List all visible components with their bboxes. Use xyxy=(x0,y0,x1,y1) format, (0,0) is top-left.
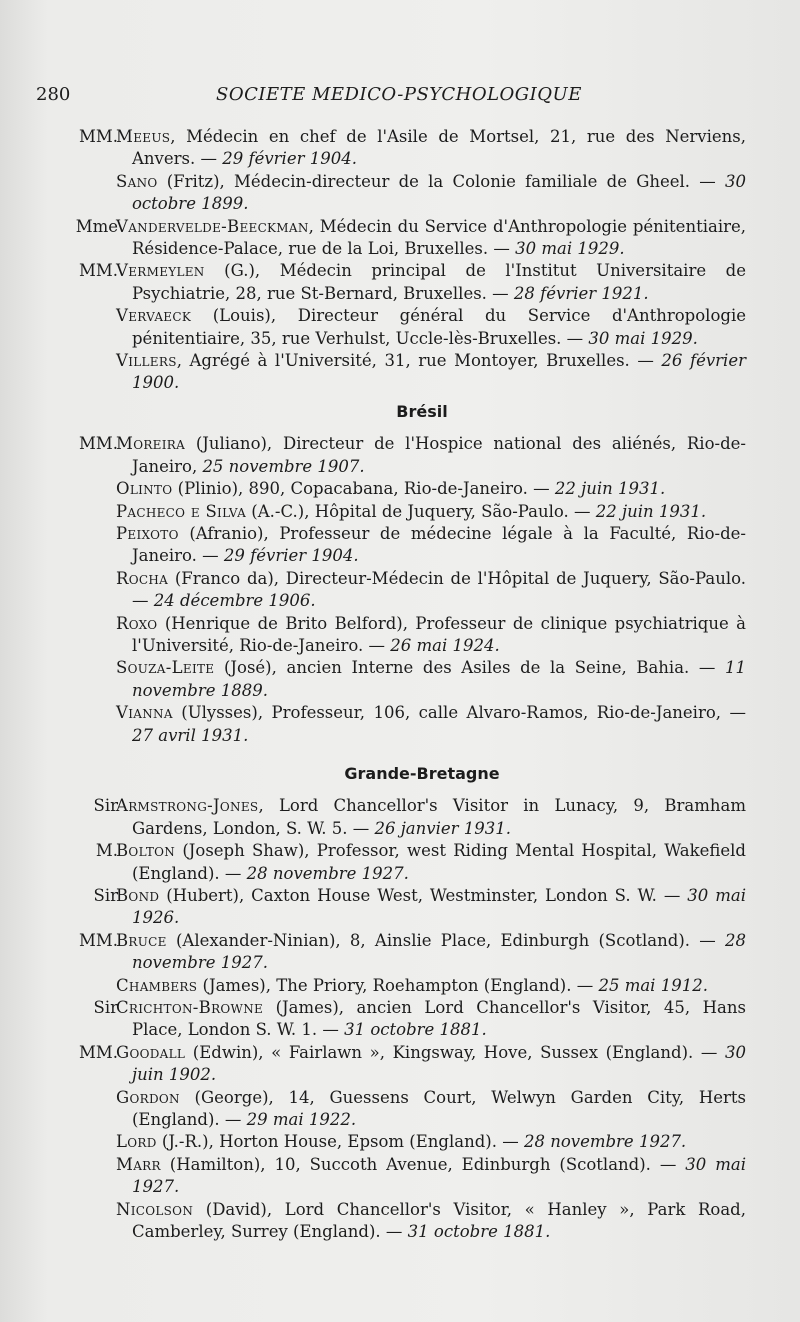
member-title-prefix: MM. xyxy=(78,930,118,950)
member-title-prefix: Sir xyxy=(93,796,118,816)
member-entry xyxy=(38,657,746,702)
member-details: (Henrique de Brito Belford), Professeur de clinique psychiatrique à l'Université, Rio-de-Janeiro. — xyxy=(132,613,746,655)
member-entry xyxy=(38,171,746,216)
member-name: Chambers xyxy=(116,975,198,995)
member-name: Olinto xyxy=(116,479,173,499)
member-name: Crichton-Browne xyxy=(116,998,264,1018)
member-name: Vianna xyxy=(116,703,173,723)
member-details: (Plinio), 890, Copacabana, Rio-de-Janeiro. — xyxy=(172,479,555,499)
member-name: Vervaeck xyxy=(116,306,192,326)
member-entry xyxy=(38,523,746,568)
member-details: (Edwin), « Fairlawn », Kingsway, Hove, Sussex (England). — xyxy=(185,1042,725,1062)
member-name: Goodall xyxy=(116,1042,186,1062)
member-name: Rocha xyxy=(116,568,169,588)
member-entry xyxy=(38,126,746,171)
member-entry xyxy=(38,795,746,840)
member-date: 22 juin 1931. xyxy=(554,479,666,499)
member-details: (Hubert), Caxton House West, Westminster, London S. W. — xyxy=(159,886,688,905)
member-name: Sano xyxy=(116,171,158,191)
member-details: (James), ancien Lord Chancellor's Visitor, 45, Hans Place, London S. W. 1. — xyxy=(132,998,746,1040)
member-date: 25 mai 1912. xyxy=(598,975,708,995)
member-date: 28 février 1921. xyxy=(513,283,649,303)
page-header xyxy=(36,84,776,110)
member-details: , Médecin du Service d'Anthropologie pénitentiaire, Résidence-Palace, rue de la Loi, Bruxelles. — xyxy=(132,216,746,259)
member-details: (Fritz), Médecin-directeur de la Colonie familiale de Gheel. — xyxy=(157,171,725,191)
member-entry xyxy=(38,885,746,930)
member-date: 11 novembre 1889. xyxy=(132,658,746,700)
member-date: 28 novembre 1927. xyxy=(132,930,746,973)
member-details: , Agrégé à l'Université, 31, rue Montoyer, Bruxelles. — xyxy=(176,351,662,371)
member-date: 26 mai 1924. xyxy=(390,635,500,655)
entries-belgique xyxy=(38,126,746,395)
member-entry xyxy=(38,260,746,305)
member-details: (David), Lord Chancellor's Visitor, « Hanley », Park Road, Camberley, Surrey (England). — xyxy=(132,1199,746,1242)
member-details: , Médecin en chef de l'Asile de Mortsel, 21, rue des Nerviens, Anvers. — xyxy=(132,127,746,169)
member-name: Bruce xyxy=(116,930,167,950)
member-name: Armstrong-Jones xyxy=(116,796,259,816)
member-details: (J.-R.), Horton House, Epsom (England). — xyxy=(156,1132,524,1152)
member-date: 29 mai 1922. xyxy=(246,1110,357,1130)
member-name: Villers xyxy=(116,351,177,371)
member-date: 31 octobre 1881. xyxy=(407,1222,551,1242)
running-title: SOCIETE MEDICO-PSYCHOLOGIQUE xyxy=(216,84,582,105)
member-details: (Ulysses), Professeur, 106, calle Alvaro-Ramos, Rio-de-Janeiro, — xyxy=(172,703,746,723)
section-title-grande-bretagne: Grande-Bretagne xyxy=(344,763,500,783)
member-date: 30 mai 1926. xyxy=(132,886,746,928)
entries-grande-bretagne xyxy=(38,795,746,1243)
member-entry xyxy=(38,216,746,261)
member-entry xyxy=(38,613,746,658)
member-details: (Louis), Directeur général du Service d'Anthropologie pénitentiaire, 35, rue Verhulst, Uccle-lès-Bruxelles. — xyxy=(132,306,746,348)
member-details: (G.), Médecin principal de l'Institut Universitaire de Psychiatrie, 28, rue St-Bernard, Bruxelles. — xyxy=(132,261,746,303)
member-date: 28 novembre 1927. xyxy=(523,1132,687,1152)
member-name: Lord xyxy=(116,1132,157,1152)
member-date: 29 février 1904. xyxy=(222,149,357,169)
member-date: 22 juin 1931. xyxy=(595,501,707,521)
section-title-bresil: Brésil xyxy=(396,401,448,421)
member-details: , Lord Chancellor's Visitor in Lunacy, 9, Bramham Gardens, London, S. W. 5. — xyxy=(132,796,746,838)
member-entry xyxy=(38,1199,746,1244)
member-name: Marr xyxy=(116,1154,161,1174)
member-details: (Franco da), Directeur-Médecin de l'Hôpital de Juquery, São-Paulo. — xyxy=(132,568,746,611)
member-entry xyxy=(38,305,746,350)
member-entry xyxy=(38,975,746,997)
member-entry xyxy=(38,930,746,975)
member-name: Bond xyxy=(116,886,160,905)
member-entry xyxy=(38,568,746,613)
member-date: 26 janvier 1931. xyxy=(374,818,512,838)
member-details: (Hamilton), 10, Succoth Avenue, Edinburgh (Scotland). — xyxy=(160,1154,686,1174)
member-entry xyxy=(38,501,746,523)
member-title-prefix: M. xyxy=(95,841,118,861)
member-title-prefix: MM. xyxy=(78,1042,118,1062)
member-details: (James), The Priory, Roehampton (England). — xyxy=(197,975,599,995)
member-list xyxy=(38,126,746,1244)
member-title-prefix: Mme xyxy=(75,216,118,236)
member-entry xyxy=(38,433,746,478)
member-name: Gordon xyxy=(116,1087,180,1107)
member-date: 24 décembre 1906. xyxy=(153,591,316,611)
member-details: (Joseph Shaw), Professor, west Riding Mental Hospital, Wakefield (England). — xyxy=(132,841,746,883)
member-date: 30 mai 1929. xyxy=(515,239,625,259)
member-date: 31 octobre 1881. xyxy=(344,1020,487,1040)
member-date: 30 mai 1927. xyxy=(132,1154,746,1197)
member-date: 27 avril 1931. xyxy=(132,725,249,745)
member-date: 30 mai 1929. xyxy=(588,328,698,348)
member-entry xyxy=(38,350,746,395)
member-title-prefix: MM. xyxy=(78,261,118,281)
member-name: Moreira xyxy=(116,434,186,454)
member-name: Peixoto xyxy=(116,523,179,543)
member-entry xyxy=(38,840,746,885)
member-entry xyxy=(38,1131,746,1153)
member-entry xyxy=(38,478,746,500)
member-name: Souza-Leite xyxy=(116,658,215,678)
member-details: (A.-C.), Hôpital de Juquery, São-Paulo. — xyxy=(246,501,596,521)
member-name: Vermeylen xyxy=(116,261,205,281)
member-title-prefix: Sir xyxy=(93,998,118,1018)
member-entry xyxy=(38,1154,746,1199)
member-title-prefix: Sir xyxy=(93,886,118,905)
member-date: 28 novembre 1927. xyxy=(246,863,409,883)
member-details: (Afranio), Professeur de médecine légale à la Faculté, Rio-de-Janeiro. — xyxy=(132,523,746,566)
member-date: 30 octobre 1899. xyxy=(132,171,746,214)
member-details: (José), ancien Interne des Asiles de la Seine, Bahia. — xyxy=(214,658,725,678)
member-details: (Alexander-Ninian), 8, Ainslie Place, Edinburgh (Scotland). — xyxy=(166,930,725,950)
member-name: Pacheco e Silva xyxy=(116,501,247,521)
member-date: 26 février 1900. xyxy=(132,351,746,393)
member-date: 25 novembre 1907. xyxy=(202,456,365,476)
member-name: Nicolson xyxy=(116,1199,194,1219)
entries-bresil xyxy=(38,433,746,747)
page-number: 280 xyxy=(36,84,71,105)
member-name: Roxo xyxy=(116,613,158,633)
member-entry xyxy=(38,997,746,1042)
member-entry xyxy=(38,702,746,747)
member-details: (George), 14, Guessens Court, Welwyn Garden City, Herts (England). — xyxy=(132,1087,746,1130)
member-name: Vandervelde-Beeckman xyxy=(116,216,309,236)
member-name: Bolton xyxy=(116,841,176,861)
member-date: 30 juin 1902. xyxy=(132,1042,746,1085)
member-entry xyxy=(38,1087,746,1132)
member-title-prefix: MM. xyxy=(78,127,118,146)
member-details: (Juliano), Directeur de l'Hospice national des aliénés, Rio-de-Janeiro, xyxy=(132,434,746,476)
member-date: 29 février 1904. xyxy=(223,546,359,566)
member-name: Meeus xyxy=(116,127,171,146)
member-entry xyxy=(38,1042,746,1087)
member-title-prefix: MM. xyxy=(78,434,118,454)
